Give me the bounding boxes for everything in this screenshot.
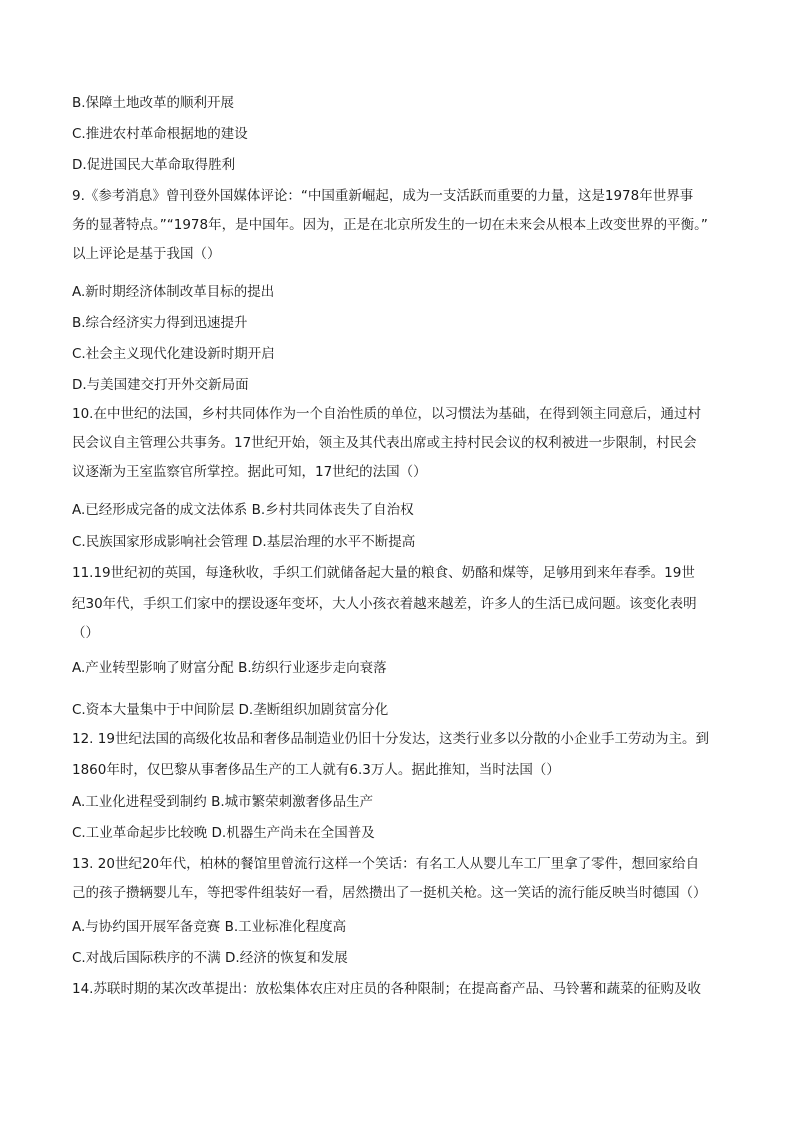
option-9a: A.新时期经济体制改革目标的提出	[72, 284, 275, 300]
options-10cd: C.民族国家形成影响社会管理 D.基层治理的水平不断提高	[72, 534, 416, 550]
question-10-line-1: 10.在中世纪的法国，乡村共同体作为一个自治性质的单位，以习惯法为基础，在得到领主同意后，通过村	[72, 406, 701, 422]
options-13cd: C.对战后国际秩序的不满 D.经济的恢复和发展	[72, 950, 348, 966]
question-9-line-3: 以上评论是基于我国（）	[72, 246, 221, 262]
options-13ab: A.与协约国开展军备竞赛 B.工业标准化程度高	[72, 919, 347, 935]
question-9-line-2: 务的显著特点。”“1978年，是中国年。因为，正是在北京所发生的一切在未来会从根本上改变世界的平衡。”	[72, 217, 708, 233]
question-14-line-1: 14.苏联时期的某次改革提出：放松集体农庄对庄员的各种限制；在提高畜产品、马铃薯和蔬菜的征购及收	[72, 981, 701, 997]
options-11cd: C.资本大量集中于中间阶层 D.垄断组织加剧贫富分化	[72, 702, 389, 718]
question-12-line-1: 12. 19世纪法国的高级化妆品和奢侈品制造业仍旧十分发达，这类行业多以分散的小企业手工劳动为主。到	[72, 731, 709, 747]
options-12cd: C.工业革命起步比较晚 D.机器生产尚未在全国普及	[72, 825, 375, 841]
option-8b: B.保障土地改革的顺利开展	[72, 95, 235, 111]
question-10-line-3: 议逐渐为王室监察官所掌控。据此可知，17世纪的法国（）	[72, 464, 427, 480]
question-10-line-2: 民会议自主管理公共事务。17世纪开始，领主及其代表出席或主持村民会议的权利被进一步限制，村民会	[72, 435, 697, 451]
option-9c: C.社会主义现代化建设新时期开启	[72, 346, 275, 362]
options-11ab: A.产业转型影响了财富分配 B.纺织行业逐步走向衰落	[72, 660, 387, 676]
options-10ab: A.已经形成完备的成文法体系 B.乡村共同体丧失了自治权	[72, 502, 414, 518]
question-11-line-2: 纪30年代，手织工们家中的摆设逐年变坏，大人小孩衣着越来越差，许多人的生活已成问题。该变化表明	[72, 596, 697, 612]
question-11-line-1: 11.19世纪初的英国，每逢秋收，手织工们就储备起大量的粮食、奶酪和煤等，足够用到来年春季。19世	[72, 565, 695, 581]
question-13-line-1: 13. 20世纪20年代，柏林的餐馆里曾流行这样一个笑话：有名工人从婴儿车工厂里拿了零件，想回家给自	[72, 856, 700, 872]
question-13-line-2: 己的孩子攒辆婴儿车，等把零件组装好一看，居然攒出了一挺机关枪。这一笑话的流行能反映当时德国（）	[72, 885, 707, 901]
question-11-line-3: （）	[72, 625, 99, 641]
option-8d: D.促进国民大革命取得胜利	[72, 157, 236, 173]
options-12ab: A.工业化进程受到制约 B.城市繁荣刺激奢侈品生产	[72, 794, 374, 810]
option-9b: B.综合经济实力得到迅速提升	[72, 315, 248, 331]
question-12-line-2: 1860年时，仅巴黎从事奢侈品生产的工人就有6.3万人。据此推知，当时法国（）	[72, 762, 560, 778]
option-8c: C.推进农村革命根据地的建设	[72, 126, 248, 142]
question-9-line-1: 9.《参考消息》曾刊登外国媒体评论：“中国重新崛起，成为一支活跃而重要的力量，这是1978年世界事	[72, 188, 694, 204]
option-9d: D.与美国建交打开外交新局面	[72, 377, 249, 393]
